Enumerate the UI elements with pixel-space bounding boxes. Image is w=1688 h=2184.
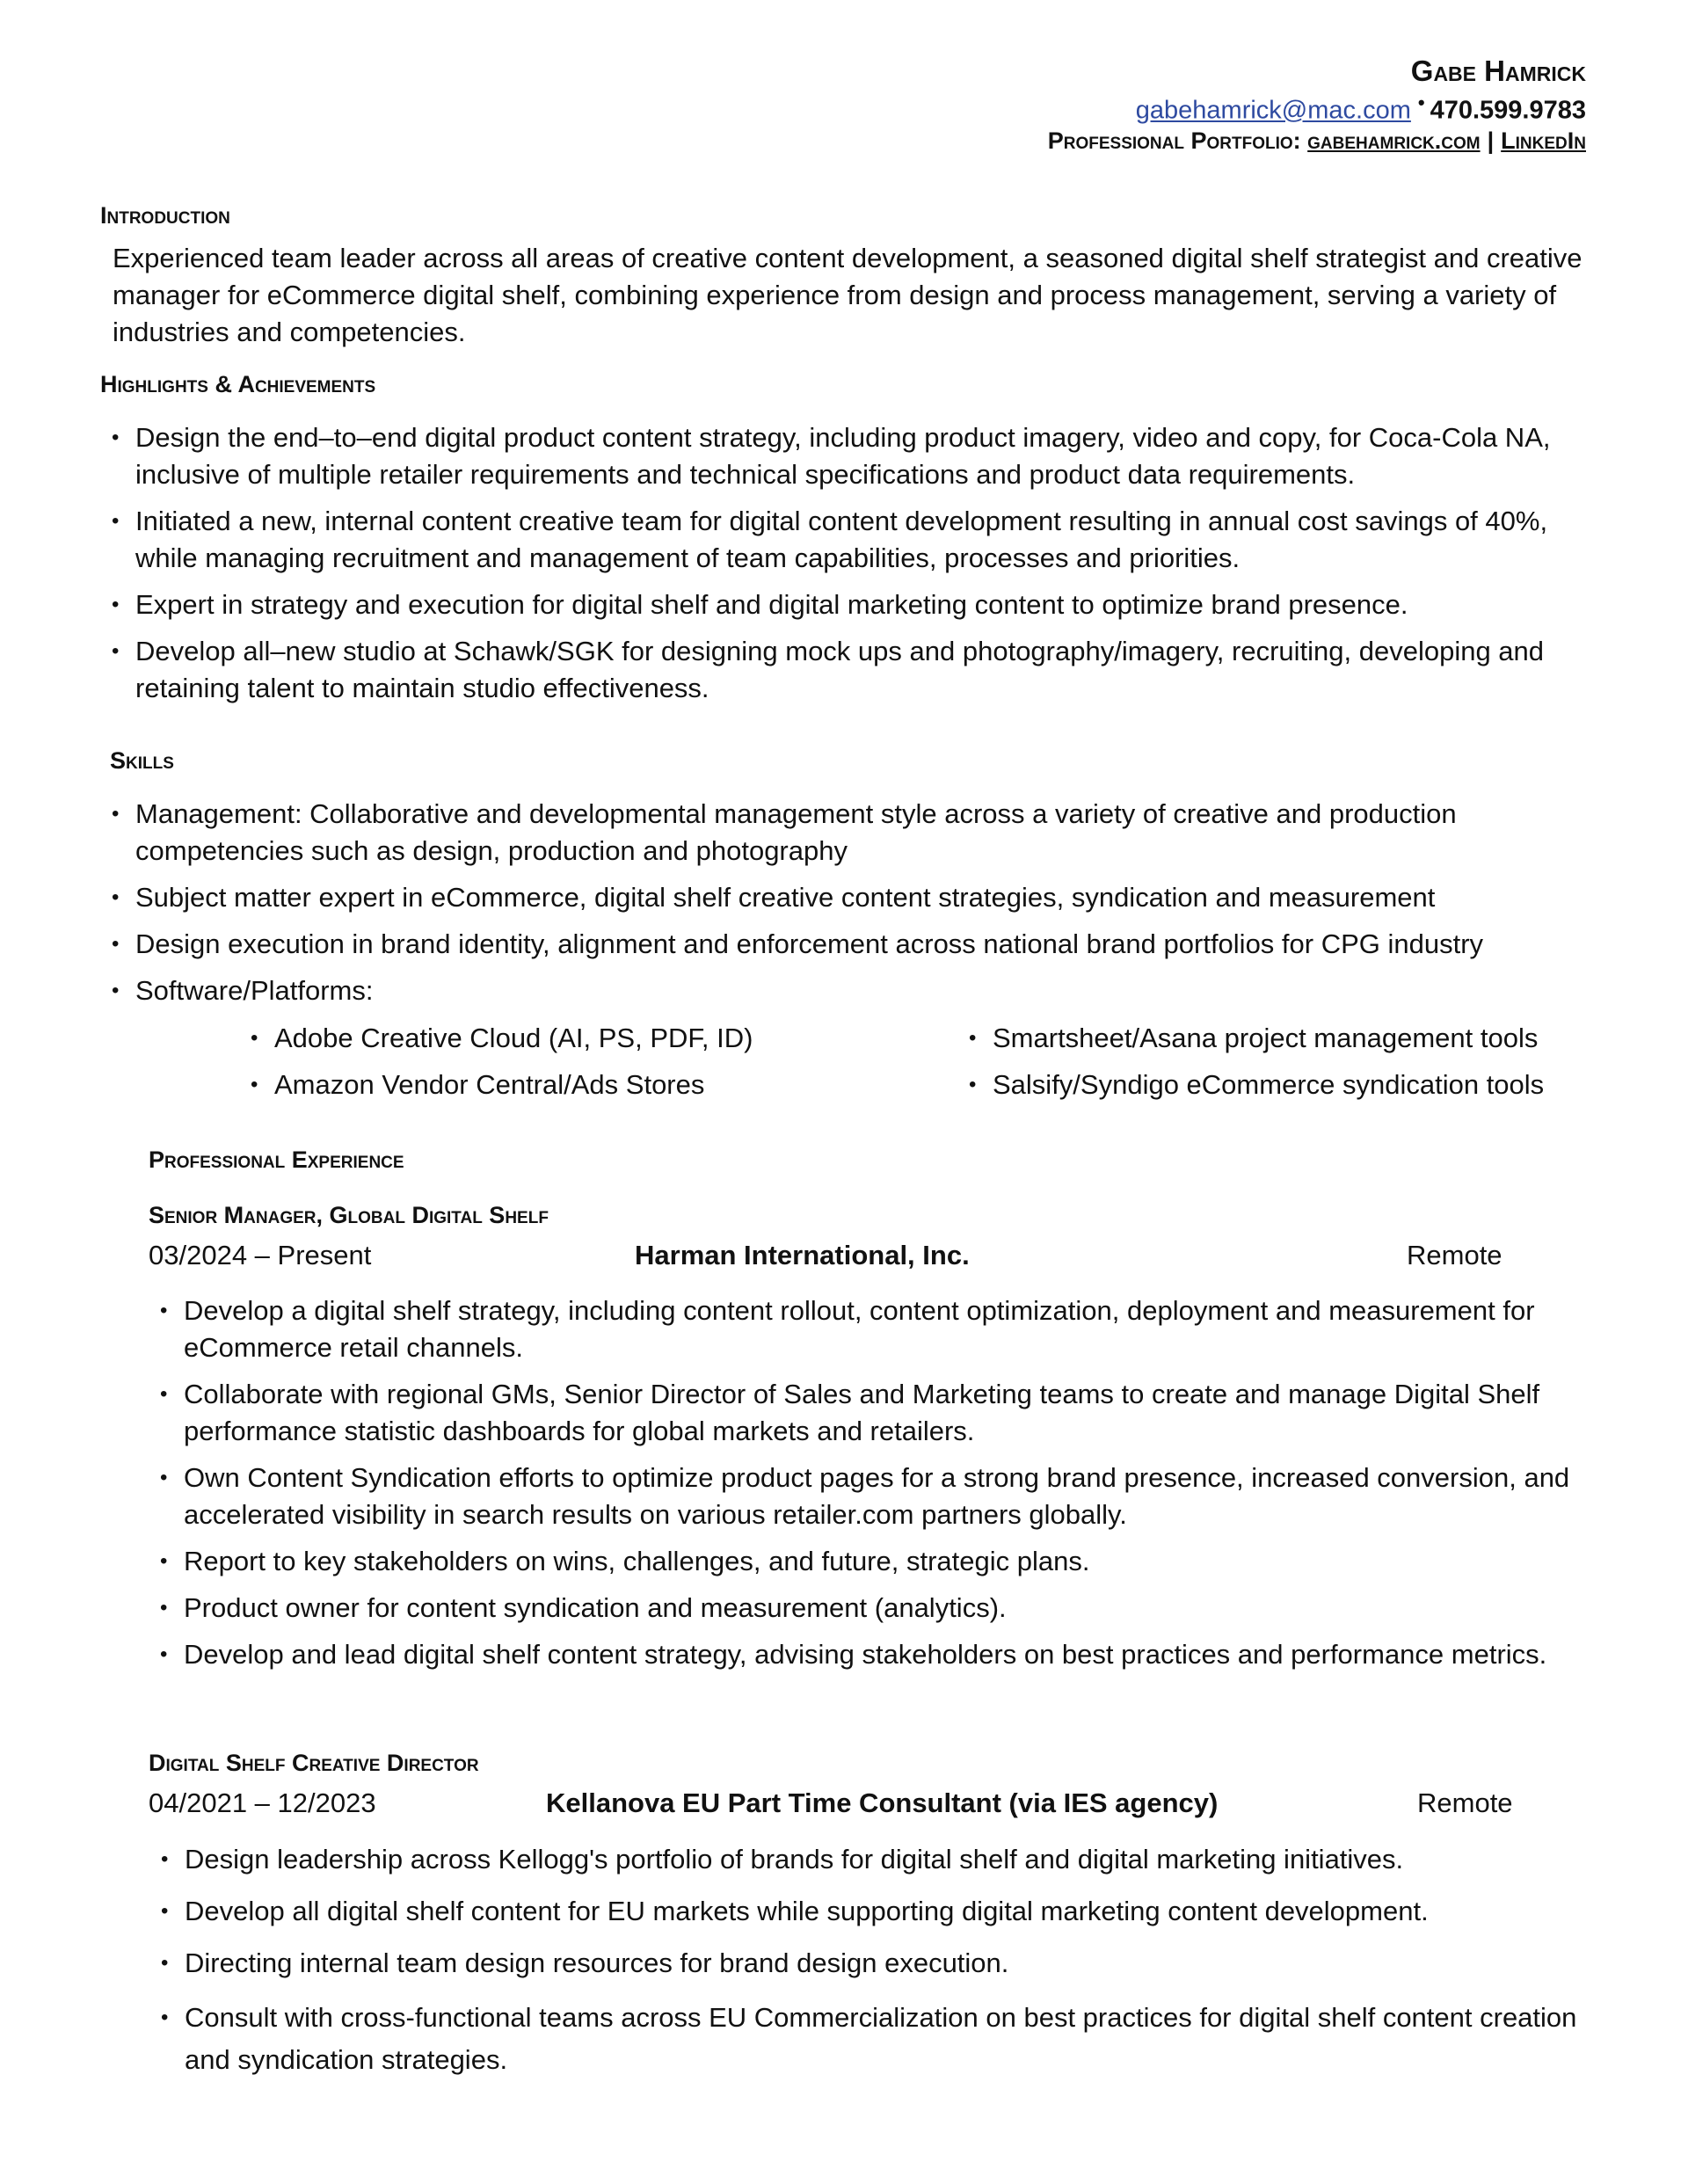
job-company: Kellanova EU Part Time Consultant (via IES agency) [546,1787,1219,1818]
software-item: • Salsify/Syndigo eCommerce syndication tools [993,1067,1661,1103]
bullet-icon: • [112,639,120,663]
job-dates: 04/2021 – 12/2023 [149,1787,376,1818]
job-bullet: • Directing internal team design resources for brand design execution. [185,1945,1609,1982]
bullet-icon: • [160,1642,168,1666]
bullet-icon: • [112,509,120,533]
job-bullet: • Develop and lead digital shelf content strategy, advising stakeholders on best practices and performance metrics. [184,1636,1608,1673]
bullet-icon: • [160,1549,168,1573]
bullet-icon: • [251,1026,258,1050]
bullet-icon: • [112,885,120,909]
bullet-icon: • [160,1299,168,1322]
job-bullet: • Product owner for content syndication and measurement (analytics). [184,1590,1608,1627]
bullet-icon: • [969,1073,977,1096]
highlight-item: • Design the end–to–end digital product content strategy, including product imagery, video and copy, for Coca-Cola NA, inclusive of multiple retailer requirements and technical specifications and product data requirements. [135,419,1595,493]
bullet-icon: • [161,1847,169,1871]
portfolio-line [1048,127,1586,155]
bullet-icon: • [161,1951,169,1975]
job-company: Harman International, Inc. [635,1240,970,1270]
software-list-left [251,1020,890,1103]
phone-number: 470.599.9783 [1430,96,1586,125]
bullet-icon: • [969,1026,977,1050]
job-title: Digital Shelf Creative Director [149,1750,479,1776]
section-title-experience: Professional Experience [149,1147,404,1173]
job-bullet: • Develop a digital shelf strategy, including content rollout, content optimization, deployment and measurement for eCommerce retail channels. [184,1292,1608,1366]
skill-item: • Management: Collaborative and developmental management style across a variety of creative and production competencies such as design, production and photography [135,796,1595,870]
software-item: • Amazon Vendor Central/Ads Stores [274,1067,890,1103]
job-bullet: • Design leadership across Kellogg's portfolio of brands for digital shelf and digital marketing initiatives. [185,1841,1609,1878]
job-bullet: • Own Content Syndication efforts to optimize product pages for a strong brand presence, increased conversion, and accelerated visibility in search results on various retailer.com partners globally. [184,1460,1608,1533]
bullet-icon: • [112,979,120,1002]
bullet-icon: • [112,802,120,826]
job-title: Senior Manager, Global Digital Shelf [149,1202,549,1228]
job-bullets [160,1292,1608,1673]
skill-item: • Software/Platforms: [135,972,1595,1009]
job-dates: 03/2024 – Present [149,1240,372,1270]
job-bullet: • Develop all digital shelf content for EU markets while supporting digital marketing content development. [185,1893,1609,1930]
bullet-icon: • [160,1382,168,1406]
bullet-icon: • [112,593,120,616]
software-item: • Adobe Creative Cloud (AI, PS, PDF, ID) [274,1020,890,1057]
section-title-introduction: Introduction [100,202,230,229]
job-location: Remote [1407,1240,1502,1270]
email-link[interactable]: gabehamrick@mac.com [1135,96,1411,125]
bullet-icon: • [112,426,120,449]
highlights-list [112,419,1595,707]
candidate-name: Gabe Hamrick [1410,55,1586,87]
contact-line [1136,91,1586,126]
job-bullet: • Collaborate with regional GMs, Senior Director of Sales and Marketing teams to create and manage Digital Shelf performance statistic dashboards for global markets and retailers. [184,1376,1608,1450]
highlight-item: • Initiated a new, internal content creative team for digital content development resulting in annual cost savings of 40%, while managing recruitment and management of team capabilities, processes and priorities. [135,503,1595,577]
bullet-icon: • [160,1466,168,1489]
bullet-icon: • [160,1596,168,1620]
job-bullets [161,1841,1609,2081]
linkedin-link[interactable]: LinkedIn [1501,127,1586,154]
job-location: Remote [1417,1787,1513,1818]
introduction-text: Experienced team leader across all areas of creative content development, a seasoned digital shelf strategist and creative manager for eCommerce digital shelf, combining experience from design and process management, serving a variety of industries and competencies. [113,243,1582,347]
bullet-icon: • [251,1073,258,1096]
bullet-icon: • [161,2006,169,2029]
portfolio-label: Professional Portfolio: [1047,127,1301,154]
highlight-item: • Develop all–new studio at Schawk/SGK for designing mock ups and photography/imagery, recruiting, developing and retaining talent to maintain studio effectiveness. [135,633,1595,707]
bullet-icon: • [112,932,120,956]
highlight-item: • Expert in strategy and execution for digital shelf and digital marketing content to optimize brand presence. [135,586,1595,623]
job-bullet: • Report to key stakeholders on wins, challenges, and future, strategic plans. [184,1543,1608,1580]
portfolio-link[interactable]: gabehamrick.com [1307,127,1481,154]
job-bullet: • Consult with cross-functional teams across EU Commercialization on best practices for digital shelf content creation and syndication strategies. [185,1997,1609,2081]
bullet-icon: • [161,1899,169,1923]
skill-item: • Subject matter expert in eCommerce, digital shelf creative content strategies, syndication and measurement [135,879,1595,916]
software-list-right [969,1020,1661,1103]
skills-list [112,796,1595,1009]
link-divider: | [1487,127,1495,154]
section-title-skills: Skills [110,747,174,774]
software-item: • Smartsheet/Asana project management tools [993,1020,1661,1057]
skill-item: • Design execution in brand identity, alignment and enforcement across national brand portfolios for CPG industry [135,926,1595,963]
separator-dot-icon: • [1417,91,1425,113]
section-title-highlights: Highlights & Achievements [100,371,376,397]
